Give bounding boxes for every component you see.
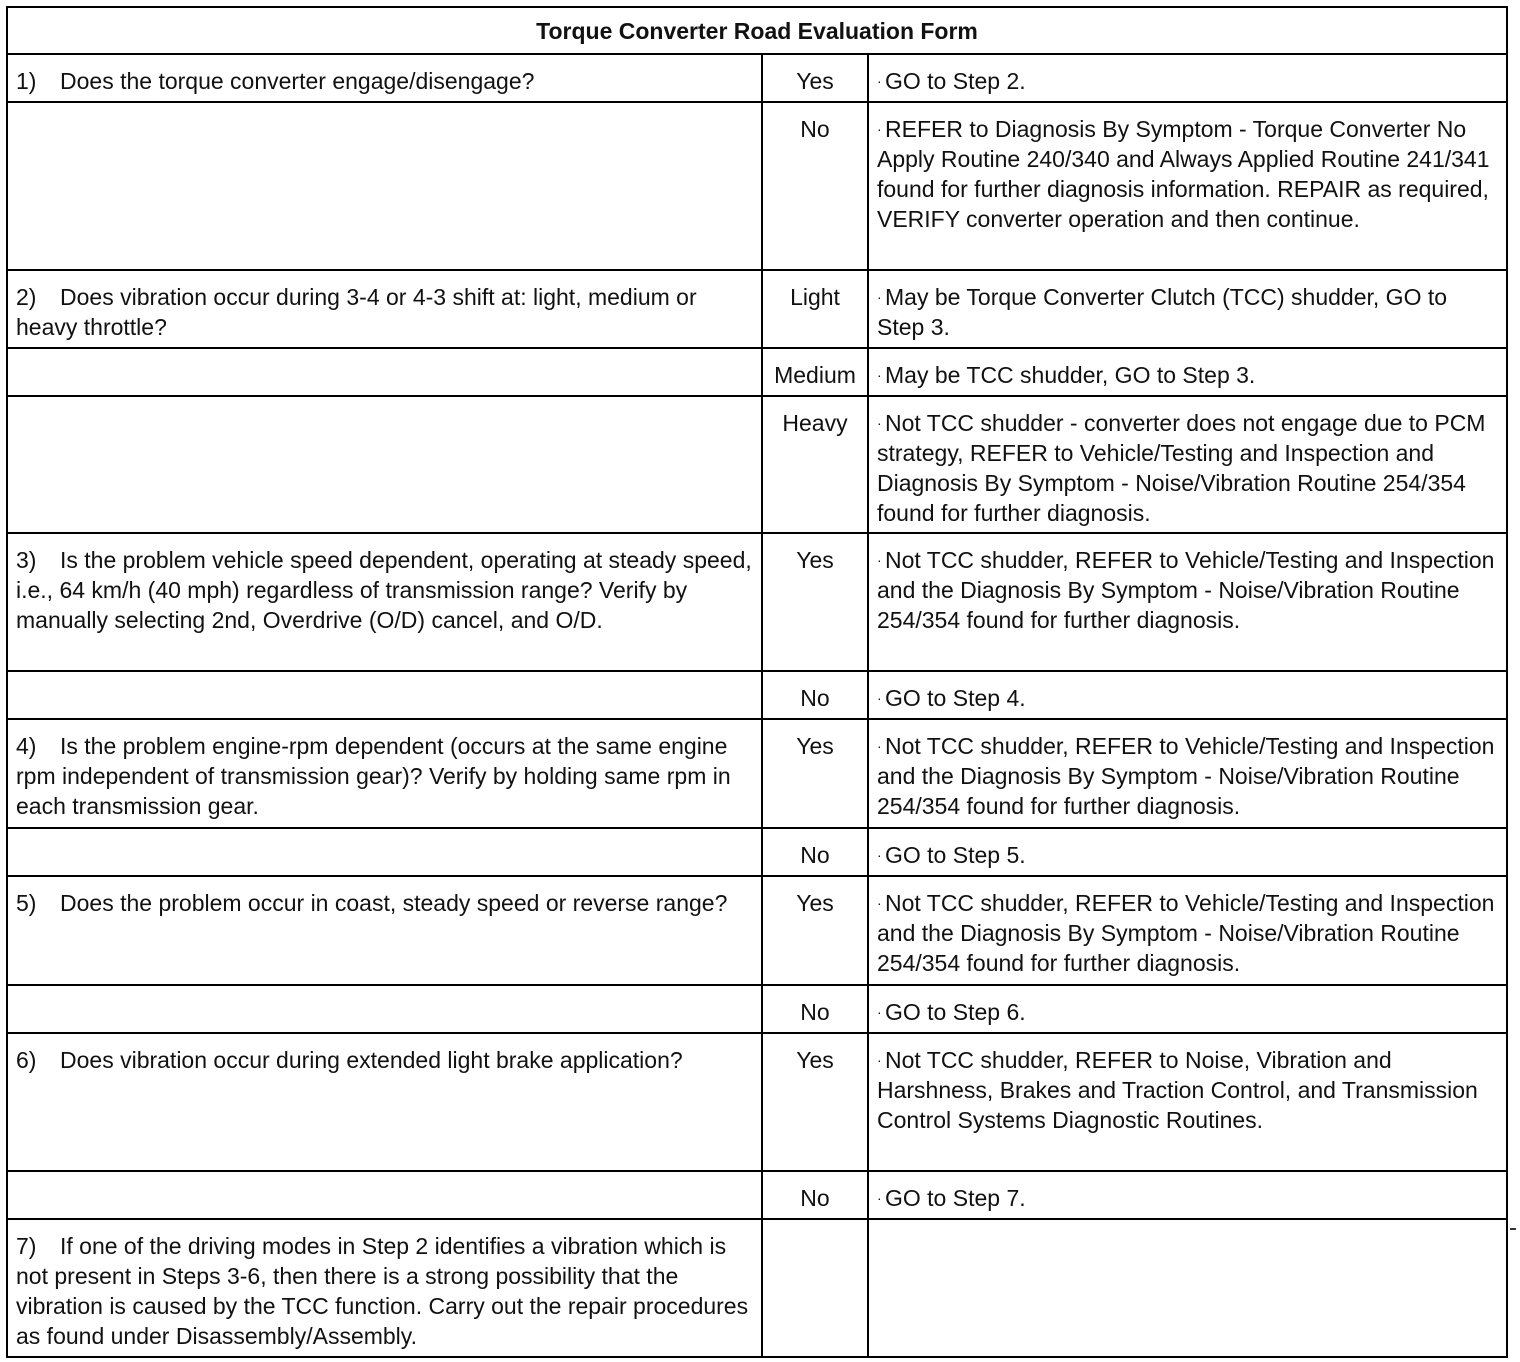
question-cell [7,1219,762,1357]
result-cell [868,671,1507,719]
step-number: 7) [16,1233,37,1259]
result-text: Not TCC shudder, REFER to Vehicle/Testing and Inspection and the Diagnosis By Symptom - Noise/Vibration Routine 254/354 found for further diagnosis. [877,890,1495,976]
question-text: Does vibration occur during extended light brake application? [60,1047,683,1073]
table-row [7,348,1507,396]
result-cell [868,396,1507,533]
result-cell [868,533,1507,671]
result-text: GO to Step 6. [885,999,1026,1025]
edge-tick-mark [1510,1228,1516,1230]
bullet-icon: · [877,895,882,911]
result-cell [868,270,1507,348]
table-row [7,671,1507,719]
result-cell [868,828,1507,876]
result-text: REFER to Diagnosis By Symptom - Torque Converter No Apply Routine 240/340 and Always Applied Routine 241/341 found for further diagnosis information. REPAIR as required, VERIFY converter operation and then continue. [877,116,1490,232]
question-cell [7,348,762,396]
question-text: If one of the driving modes in Step 2 identifies a vibration which is not present in Steps 3-6, then there is a strong possibility that the vibration is caused by the TCC function. Carry out the repair procedures as found under Disassembly/Assembly. [16,1233,749,1349]
bullet-icon: · [877,552,882,568]
result-text: GO to Step 2. [885,68,1026,94]
result-cell [868,719,1507,828]
result-cell [868,876,1507,985]
table-row [7,719,1507,828]
bullet-icon: · [877,1190,882,1206]
table-row [7,828,1507,876]
step-number: 6) [16,1047,37,1073]
answer-cell: No [762,828,868,876]
table-row [7,54,1507,102]
table-row [7,533,1507,671]
answer-cell: No [762,1171,868,1219]
result-cell [868,348,1507,396]
step-number: 2) [16,284,37,310]
table-row [7,396,1507,533]
bullet-icon: · [877,738,882,754]
question-cell [7,533,762,671]
question-cell [7,1033,762,1171]
result-text: GO to Step 5. [885,842,1026,868]
answer-cell: Yes [762,54,868,102]
result-text: Not TCC shudder, REFER to Noise, Vibration and Harshness, Brakes and Traction Control, and Transmission Control Systems Diagnostic Routines. [877,1047,1478,1133]
answer-cell: Heavy [762,396,868,533]
bullet-icon: · [877,367,882,383]
answer-cell: Light [762,270,868,348]
answer-cell: No [762,985,868,1033]
question-cell [7,876,762,985]
answer-cell: Yes [762,533,868,671]
bullet-icon: · [877,1052,882,1068]
question-cell [7,1171,762,1219]
result-text: Not TCC shudder - converter does not engage due to PCM strategy, REFER to Vehicle/Testing and Inspection and Diagnosis By Symptom - Noise/Vibration Routine 254/354 found for further diagnosis. [877,410,1486,526]
step-number: 1) [16,68,37,94]
step-number: 4) [16,733,37,759]
question-cell [7,102,762,270]
table-row [7,1219,1507,1357]
result-cell [868,54,1507,102]
question-text: Does the problem occur in coast, steady speed or reverse range? [60,890,728,916]
torque-converter-evaluation-table [6,6,1508,1358]
bullet-icon: · [877,289,882,305]
result-cell [868,1033,1507,1171]
result-text: May be TCC shudder, GO to Step 3. [885,362,1256,388]
title-row [7,7,1507,54]
bullet-icon: · [877,121,882,137]
result-text: Not TCC shudder, REFER to Vehicle/Testing and Inspection and the Diagnosis By Symptom - Noise/Vibration Routine 254/354 found for further diagnosis. [877,733,1495,819]
answer-cell: No [762,102,868,270]
table-row [7,102,1507,270]
result-cell [868,102,1507,270]
question-cell [7,396,762,533]
bullet-icon: · [877,690,882,706]
result-text: GO to Step 7. [885,1185,1026,1211]
answer-cell: Medium [762,348,868,396]
result-cell [868,1219,1507,1357]
result-text: May be Torque Converter Clutch (TCC) shudder, GO to Step 3. [877,284,1448,340]
question-cell [7,828,762,876]
table-row [7,1171,1507,1219]
answer-cell: Yes [762,1033,868,1171]
result-cell [868,985,1507,1033]
table-row [7,270,1507,348]
bullet-icon: · [877,1004,882,1020]
table-body [7,7,1507,1357]
question-text: Is the problem vehicle speed dependent, operating at steady speed, i.e., 64 km/h (40 mph) regardless of transmission range? Verify by manually selecting 2nd, Overdrive (O/D) cancel, and O/D. [16,547,752,633]
step-number: 5) [16,890,37,916]
answer-cell: No [762,671,868,719]
result-text: GO to Step 4. [885,685,1026,711]
question-cell [7,719,762,828]
bullet-icon: · [877,415,882,431]
bullet-icon: · [877,73,882,89]
answer-cell: Yes [762,876,868,985]
result-cell [868,1171,1507,1219]
question-cell [7,671,762,719]
question-cell [7,985,762,1033]
question-text: Does the torque converter engage/disengage? [60,68,535,94]
question-cell [7,54,762,102]
answer-cell: Yes [762,719,868,828]
table-row [7,985,1507,1033]
form-title: Torque Converter Road Evaluation Form [7,7,1507,54]
answer-cell [762,1219,868,1357]
table-row [7,876,1507,985]
question-text: Is the problem engine-rpm dependent (occurs at the same engine rpm independent of transmission gear)? Verify by holding same rpm in each transmission gear. [16,733,731,819]
question-text: Does vibration occur during 3-4 or 4-3 shift at: light, medium or heavy throttle? [16,284,697,340]
question-cell [7,270,762,348]
step-number: 3) [16,547,37,573]
table-row [7,1033,1507,1171]
result-text: Not TCC shudder, REFER to Vehicle/Testing and Inspection and the Diagnosis By Symptom - Noise/Vibration Routine 254/354 found for further diagnosis. [877,547,1495,633]
bullet-icon: · [877,847,882,863]
